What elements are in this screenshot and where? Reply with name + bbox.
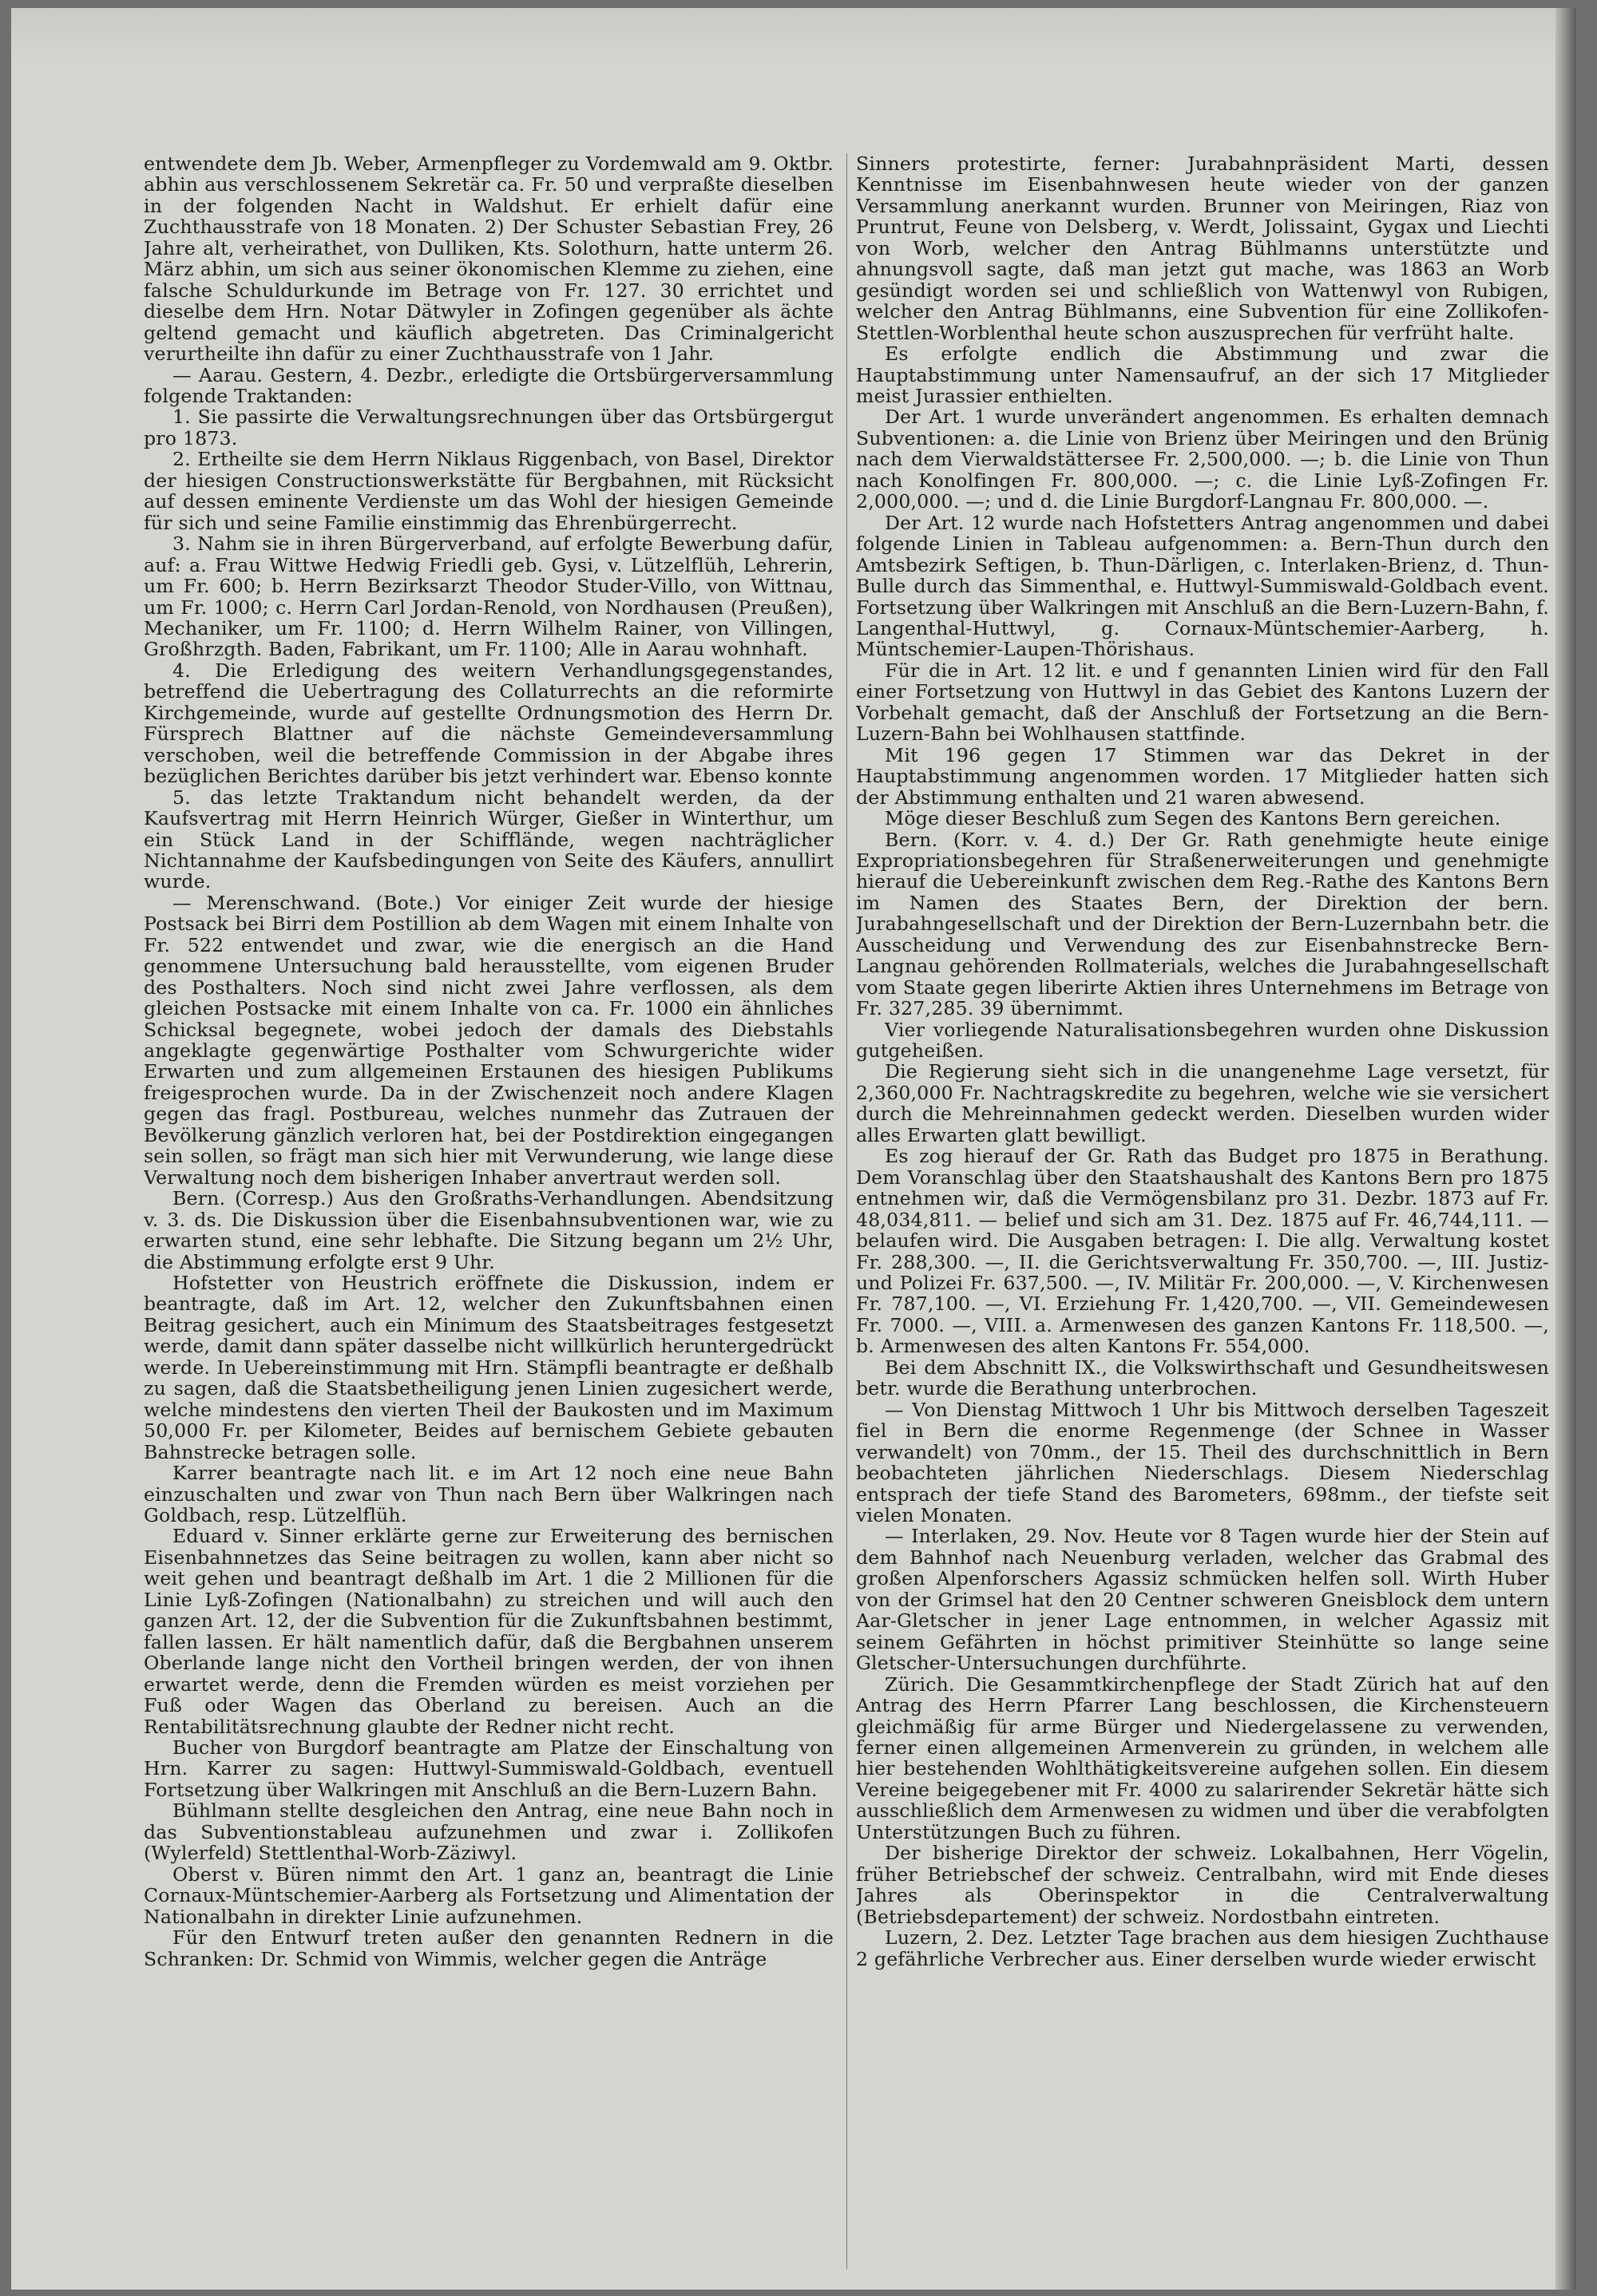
paragraph: Der Art. 1 wurde unverändert angenommen. Es erhalten demnach Subventionen: a. die Linie von Brienz über Meiringen und den Brünig nach dem Vierwaldstättersee Fr. 2,500,000. —; b. die Linie von Thun nach Konolfingen Fr. 800,000. —; c. die Linie Lyß-Zofingen Fr. 2,000,000. —; und d. die Linie Burgdorf-Langnau Fr. 800,000. —. <box>856 406 1549 513</box>
paragraph: Mit 196 gegen 17 Stimmen war das Dekret in der Hauptabstimmung angenommen worden. 17 Mitglieder hatten sich der Abstimmung enthalten und 21 waren abwesend. <box>856 743 1549 809</box>
paragraph: Für den Entwurf treten außer den genannten Rednern in die Schranken: Dr. Schmid von Wimmis, welcher gegen die Anträge <box>144 1926 834 1970</box>
paragraph: Eduard v. Sinner erklärte gerne zur Erweiterung des bernischen Eisenbahnnetzes das Seine beitragen zu wollen, kann aber nicht so weit gehen und beantragt deßhalb im Art. 1 die 2 Millionen für die Linie Lyß-Zofingen (Nationalbahn) zu streichen und will auch den ganzen Art. 12, der die Subvention für die Zukunftsbahnen bestimmt, fallen lassen. Er hält namentlich dafür, daß die Bergbahnen unserem Oberlande lange nicht den Vortheil bringen werden, der von ihnen erwartet werde, denn die Fremden würden es meist vorziehen per Fuß oder Wagen das Oberland zu bereisen. Auch an die Rentabilitätsrechnung glaubte der Redner nicht recht. <box>144 1525 834 1738</box>
paragraph: Bern. (Corresp.) Aus den Großraths-Verhandlungen. Abendsitzung v. 3. ds. Die Diskussion über die Eisenbahnsubventionen war, wie zu erwarten stund, eine sehr lebhafte. Die Sitzung begann um 2½ Uhr, die Abstimmung erfolgte erst 9 Uhr. <box>144 1187 834 1273</box>
paragraph: — Interlaken, 29. Nov. Heute vor 8 Tagen wurde hier der Stein auf dem Bahnhof nach Neuenburg verladen, welcher das Grabmal des großen Alpenforschers Agassiz schmücken helfen soll. Wirth Huber von der Grimsel hat den 20 Centner schweren Gneisblock dem untern Aar-Gletscher in jener Lage entnommen, in welcher Agassiz mit seinem Gefährten in höchst primitiver Steinhütte so lange seine Gletscher-Untersuchungen durchführte. <box>856 1525 1549 1675</box>
paragraph: Bern. (Korr. v. 4. d.) Der Gr. Rath genehmigte heute einige Expropriationsbegehren für Straßenerweiterungen und genehmigte hierauf die Uebereinkunft zwischen dem Reg.-Rathe des Kantons Bern im Namen des Staates Bern, der Direktion der bern. Jurabahngesellschaft und der Direktion der Bern-Luzernbahn betr. die Ausscheidung und Verwendung des zur Eisenbahnstrecke Bern-Langnau gehörenden Rollmaterials, welches die Jurabahngesellschaft vom Staate gegen liberirte Aktien ihres Unternehmens im Betrage von Fr. 327,285. 39 übernimmt. <box>856 828 1549 1020</box>
paragraph: 3. Nahm sie in ihren Bürgerverband, auf erfolgte Bewerbung dafür, auf: a. Frau Wittwe Hedwig Friedli geb. Gysi, v. Lützelflüh, Lehrerin, um Fr. 600; b. Herrn Bezirksarzt Theodor Studer-Villo, von Wittnau, um Fr. 1000; c. Herrn Carl Jordan-Renold, von Nordhausen (Preußen), Mechaniker, um Fr. 1100; d. Herrn Wilhelm Rainer, von Villingen, Großhrzgth. Baden, Fabrikant, um Fr. 1100; Alle in Aarau wohnhaft. <box>144 532 834 661</box>
newspaper-page <box>11 8 1576 2290</box>
paragraph: 4. Die Erledigung des weitern Verhandlungsgegenstandes, betreffend die Uebertragung des Collaturrechts an die reformirte Kirchgemeinde, wurde auf gestellte Ordnungsmotion des Herrn Dr. Fürsprech Blattner auf die nächste Gemeindeversammlung verschoben, weil die betreffende Commission in der Abgabe ihres bezüglichen Berichtes darüber bis jetzt verhindert war. Ebenso konnte <box>144 659 834 788</box>
paragraph: Es zog hierauf der Gr. Rath das Budget pro 1875 in Berathung. Dem Voranschlag über den Staatshaushalt des Kantons Bern pro 1875 entnehmen wir, daß die Vermögensbilanz pro 31. Dezbr. 1873 auf Fr. 48,034,811. — belief und sich am 31. Dez. 1875 auf Fr. 46,744,111. — belaufen wird. Die Ausgaben betragen: I. Die allg. Verwaltung kostet Fr. 288,300. —, II. die Gerichtsverwaltung Fr. 350,700. —, III. Justiz- und Polizei Fr. 637,500. —, IV. Militär Fr. 200,000. —, V. Kirchenwesen Fr. 787,100. —, VI. Erziehung Fr. 1,420,700. —, VII. Gemeindewesen Fr. 7000. —, VIII. a. Armenwesen des ganzen Kantons Fr. 118,500. —, b. Armenwesen des alten Kantons Fr. 554,000. <box>856 1145 1549 1358</box>
column-divider <box>846 153 847 2269</box>
paragraph: Oberst v. Büren nimmt den Art. 1 ganz an, beantragt die Linie Cornaux-Müntschemier-Aarberg als Fortsetzung und Alimentation der Nationalbahn in direkter Linie aufzunehmen. <box>144 1863 834 1928</box>
paragraph: Karrer beantragte nach lit. e im Art 12 noch eine neue Bahn einzuschalten und zwar von Thun nach Bern über Walkringen nach Goldbach, resp. Lützelflüh. <box>144 1462 834 1526</box>
paragraph: entwendete dem Jb. Weber, Armenpfleger zu Vordemwald am 9. Oktbr. abhin aus verschlossenem Sekretär ca. Fr. 50 und verpraßte dieselben in der folgenden Nacht in Waldshut. Er erhielt dafür eine Zuchthausstrafe von 18 Monaten. 2) Der Schuster Sebastian Frey, 26 Jahre alt, verheirathet, von Dulliken, Kts. Solothurn, hatte unterm 26. März abhin, um sich aus seiner ökonomischen Klemme zu ziehen, eine falsche Schuldurkunde im Betrage von Fr. 127. 30 errichtet und dieselbe dem Hrn. Notar Dätwyler in Zofingen gegenüber als ächte geltend gemacht und käuflich abgetreten. Das Criminalgericht verurtheilte ihn dafür zu einer Zuchthausstrafe von 1 Jahr. <box>144 153 834 366</box>
page-top-shadow <box>11 8 1576 64</box>
paragraph: Hofstetter von Heustrich eröffnete die Diskussion, indem er beantragte, daß im Art. 12, welcher den Zukunftsbahnen einen Beitrag gesichert, auch ein Minimum des Staatsbeitrages festgesetzt werde, damit dann später dasselbe nicht willkürlich heruntergedrückt werde. In Uebereinstimmung mit Hrn. Stämpfli beantragte er deßhalb zu sagen, daß die Staatsbetheiligung jenen Linien zugesichert werde, welche mindestens den vierten Theil der Baukosten und im Maximum 50,000 Fr. per Kilometer, Beides auf bernischem Gebiete gebauten Bahnstrecke betragen solle. <box>144 1272 834 1463</box>
paragraph: Es erfolgte endlich die Abstimmung und zwar die Hauptabstimmung unter Namensaufruf, an der sich 17 Mitglieder meist Jurassier enthielten. <box>856 342 1549 407</box>
left-column <box>144 153 834 2269</box>
paragraph: Sinners protestirte, ferner: Jurabahnpräsident Marti, dessen Kenntnisse im Eisenbahnwesen heute wieder von der ganzen Versammlung anerkannt wurden. Brunner von Meiringen, Riaz von Pruntrut, Feune von Delsberg, v. Werdt, Jolissaint, Gygax und Liechti von Worb, welcher den Antrag Bühlmanns unterstützte und ahnungsvoll sagte, daß man jetzt gut mache, was 1863 an Worb gesündigt worden sei und schließlich von Wattenwyl von Rubigen, welcher den Antrag Bühlmanns, eine Subvention für eine Zollikofen-Stettlen-Worblenthal heute schon auszusprechen für verfrüht halte. <box>856 153 1549 344</box>
right-column <box>856 153 1549 2269</box>
paragraph: — Aarau. Gestern, 4. Dezbr., erledigte die Ortsbürgerversammlung folgende Traktanden: <box>144 363 834 407</box>
paragraph: Der Art. 12 wurde nach Hofstetters Antrag angenommen und dabei folgende Linien in Tableau aufgenommen: a. Bern-Thun durch den Amtsbezirk Seftigen, b. Thun-Därligen, c. Interlaken-Brienz, d. Thun-Bulle durch das Simmenthal, e. Huttwyl-Summiswald-Goldbach event. Fortsetzung über Walkringen mit Anschluß an die Bern-Luzern-Bahn, f. Langenthal-Huttwyl, g. Cornaux-Müntschemier-Aarberg, h. Müntschemier-Laupen-Thörishaus. <box>856 511 1549 661</box>
paragraph: Luzern, 2. Dez. Letzter Tage brachen aus dem hiesigen Zuchthause 2 gefährliche Verbrecher aus. Einer derselben wurde wieder erwischt <box>856 1926 1549 1970</box>
paragraph: Vier vorliegende Naturalisationsbegehren wurden ohne Diskussion gutgeheißen. <box>856 1018 1549 1063</box>
paragraph: Bei dem Abschnitt IX., die Volkswirthschaft und Gesundheitswesen betr. wurde die Berathung unterbrochen. <box>856 1356 1549 1400</box>
paragraph: Möge dieser Beschluß zum Segen des Kantons Bern gereichen. <box>885 807 1501 830</box>
paragraph: 2. Ertheilte sie dem Herrn Niklaus Riggenbach, von Basel, Direktor der hiesigen Constructionswerkstätte für Bergbahnen, mit Rücksicht auf dessen eminente Verdienste um das Wohl der hiesigen Gemeinde für sich und seine Familie einstimmig das Ehrenbürgerrecht. <box>144 448 834 534</box>
paragraph: Der bisherige Direktor der schweiz. Lokalbahnen, Herr Vögelin, früher Betriebschef der schweiz. Centralbahn, wird mit Ende dieses Jahres als Oberinspektor in die Centralverwaltung (Betriebsdepartement) der schweiz. Nordostbahn eintreten. <box>856 1842 1549 1928</box>
paragraph: — Merenschwand. (Bote.) Vor einiger Zeit wurde der hiesige Postsack bei Birri dem Postillion ab dem Wagen mit einem Inhalte von Fr. 522 entwendet und zwar, wie die energisch an die Hand genommene Untersuchung bald herausstellte, vom eigenen Bruder des Posthalters. Noch sind nicht zwei Jahre verflossen, als dem gleichen Postsacke mit einem Inhalte von ca. Fr. 1000 ein ähnliches Schicksal begegnete, wobei jedoch der damals des Diebstahls angeklagte gegenwärtige Posthalter vom Schwurgerichte wider Erwarten und zum allgemeinen Erstaunen des hiesigen Publikums freigesprochen wurde. Da in der Zwischenzeit noch andere Klagen gegen das fragl. Postbureau, welches nunmehr das Zutrauen der Bevölkerung gänzlich verloren hat, bei der Postdirektion eingegangen sein sollen, so frägt man sich hier mit Verwunderung, wie lange diese Verwaltung noch dem bisherigen Inhaber anvertraut werden soll. <box>144 891 834 1189</box>
paragraph: Bucher von Burgdorf beantragte am Platze der Einschaltung von Hrn. Karrer zu sagen: Huttwyl-Summiswald-Goldbach, eventuell Fortsetzung über Walkringen mit Anschluß an die Bern-Luzern Bahn. <box>144 1736 834 1801</box>
paragraph: Bühlmann stellte desgleichen den Antrag, eine neue Bahn noch in das Subventionstableau aufzunehmen und zwar i. Zollikofen (Wylerfeld) Stettlenthal-Worb-Zäziwyl. <box>144 1799 834 1865</box>
paragraph: Für die in Art. 12 lit. e und f genannten Linien wird für den Fall einer Fortsetzung von Huttwyl in das Gebiet des Kantons Luzern der Vorbehalt gemacht, daß der Anschluß der Fortsetzung an die Bern-Luzern-Bahn bei Wohlhausen stattfinde. <box>856 659 1549 746</box>
paragraph: 1. Sie passirte die Verwaltungsrechnungen über das Ortsbürgergut pro 1873. <box>144 406 834 449</box>
paragraph: 5. das letzte Traktandum nicht behandelt werden, da der Kaufsvertrag mit Herrn Heinrich Würger, Gießer in Winterthur, um ein Stück Land in der Schifflände, wegen nachträglicher Nichtannahme der Kaufsbedingungen von Seite des Käufers, annullirt wurde. <box>144 786 834 893</box>
paragraph: — Von Dienstag Mittwoch 1 Uhr bis Mittwoch derselben Tageszeit fiel in Bern die enorme Regenmenge (der Schnee in Wasser verwandelt) von 70mm., der 15. Theil des durchschnittlich in Bern beobachteten jährlichen Niederschlags. Diesem Niederschlag entsprach der tiefe Stand des Barometers, 698mm., der tiefste seit vielen Monaten. <box>856 1398 1549 1526</box>
paragraph: Zürich. Die Gesammtkirchenpflege der Stadt Zürich hat auf den Antrag des Herrn Pfarrer Lang beschlossen, die Kirchensteuern gleichmäßig für arme Bürger und Niedergelassene zu verwenden, ferner einen allgemeinen Armenverein zu gründen, in welchem alle hier bestehenden Wohlthätigkeitsvereine aufgehen sollen. Ein diesem Vereine beigegebener mit Fr. 4000 zu salarirender Sekretär hätte sich ausschließlich dem Armenwesen zu widmen und über die verabfolgten Unterstützungen Buch zu führen. <box>856 1673 1549 1843</box>
paragraph: Die Regierung sieht sich in die unangenehme Lage versetzt, für 2,360,000 Fr. Nachtragskredite zu begehren, welche wie sie versichert durch die Mehreinnahmen gedeckt werden. Dieselben wurden wider alles Erwarten glatt bewilligt. <box>856 1060 1549 1146</box>
